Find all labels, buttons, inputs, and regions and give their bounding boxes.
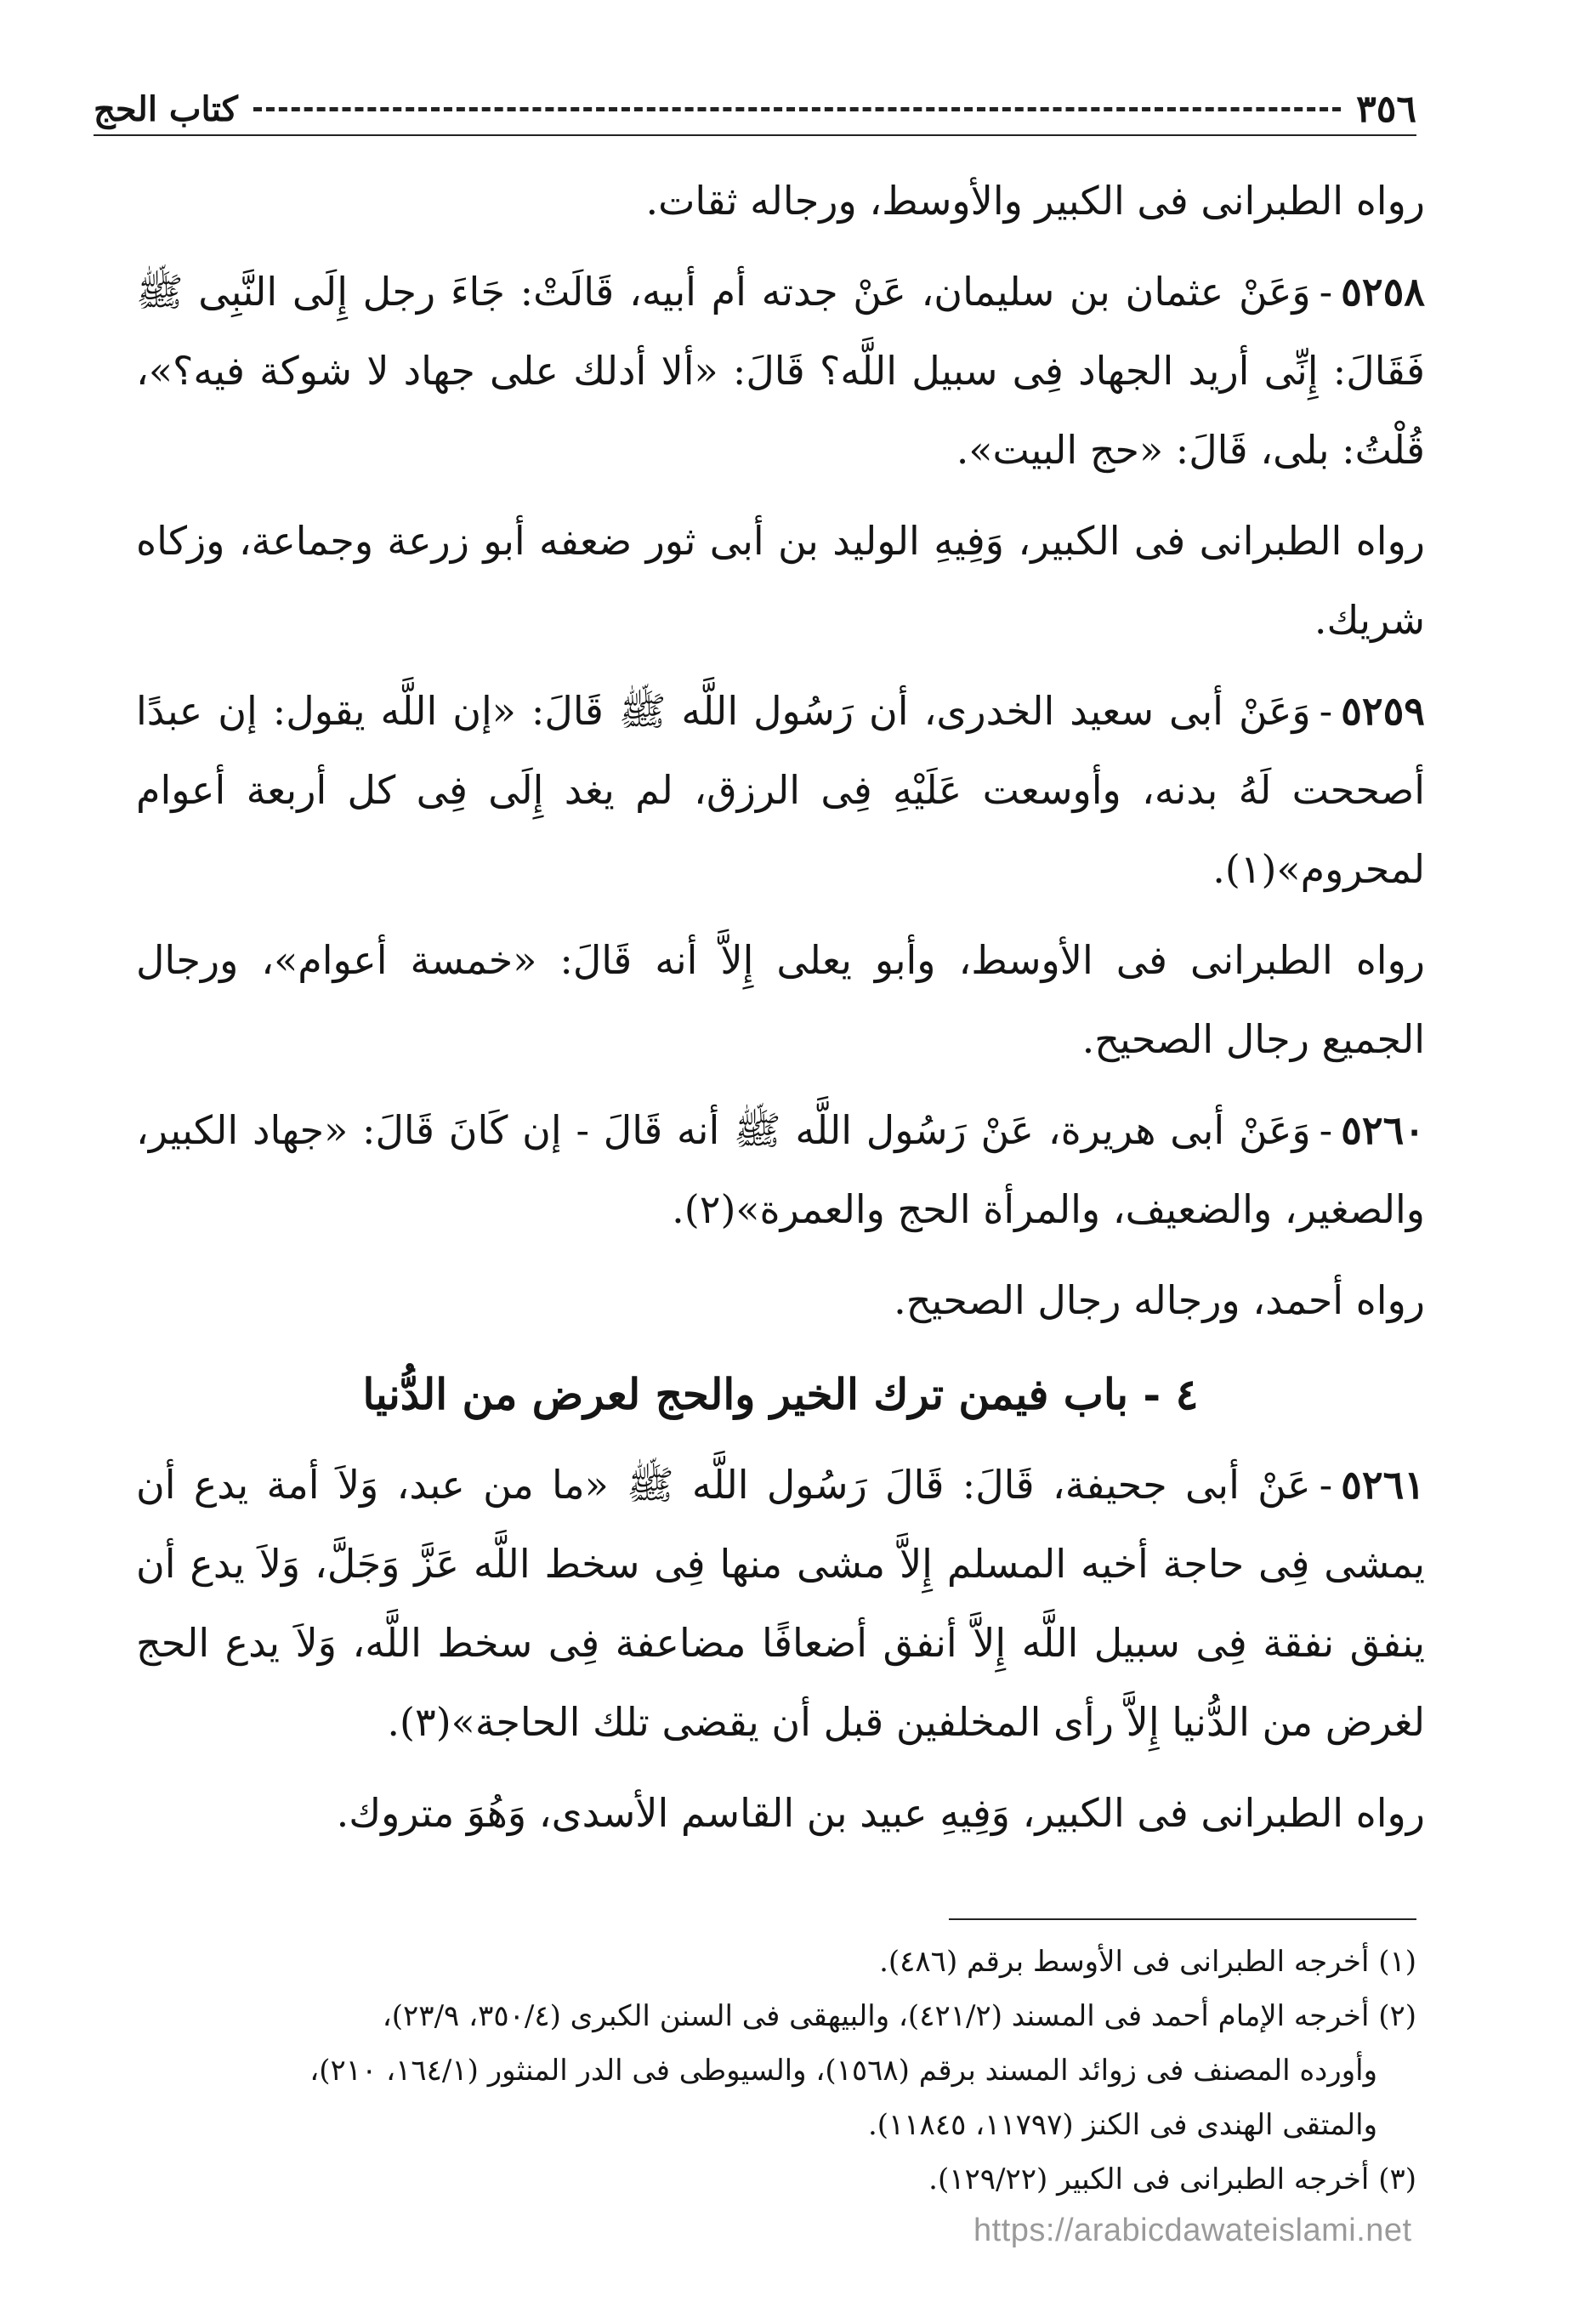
footnote-ref: (٢)	[684, 1186, 736, 1232]
book-title: كتاب الحج	[94, 88, 238, 129]
footnotes	[179, 1935, 1416, 2207]
hadith-5258: ٥٢٥٨-وَعَنْ عثمان بن سليمان، عَنْ جدته أم أبيه، قَالَتْ: جَاءَ رجل إِلَى النَّبِى ﷺ فَقَالَ: إِنِّى أريد الجهاد فِى سبيل اللَّه؟ قَالَ: «ألا أدلك على جهاد لا شوكة فيه؟»، قُلْتُ: بلى، قَالَ: «حج البيت».	[136, 269, 1425, 473]
footnote-ref: (١)	[1224, 846, 1277, 892]
footnote-2-continued: وأورده المصنف فى زوائد المسند برقم (١٥٦٨)، والسيوطى فى الدر المنثور (١٦٤/١، ٢١٠)،	[309, 2054, 1377, 2088]
header-dashed-rule	[253, 107, 1341, 111]
watermark-url: https://arabicdawateislami.net	[973, 2213, 1412, 2248]
hadith-5260: ٥٢٦٠-وَعَنْ أبى هريرة، عَنْ رَسُول اللَّه ﷺ أنه قَالَ - إن كَانَ قَالَ: «جهاد الكبير، والصغير، والضعيف، والمرأة الحج والعمرة»(٢).	[136, 1107, 1425, 1232]
narration-note: رواه الطبرانى فى الكبير، وَفِيهِ عبيد بن القاسم الأسدى، وَهُوَ متروك.	[336, 1790, 1425, 1836]
footnote-ref: (٣)	[400, 1699, 451, 1745]
hadith-text: عَنْ أبى جحيفة، قَالَ: قَالَ رَسُول اللَّه ﷺ «ما من عبد، وَلاَ أمة يدع أن يمشى فِى حاجة أخيه المسلم إِلاَّ مشى منها فِى سخط اللَّه عَزَّ وَجَلَّ، وَلاَ يدع أن ينفق نفقة فِى سبيل اللَّه إِلاَّ أنفق أضعافًا مضاعفة فِى سخط اللَّه، وَلاَ يدع الحج لغرض من الدُّنيا إِلاَّ رأى المخلفين قبل أن يقضى تلك الحاجة»	[136, 1462, 1425, 1745]
main-text	[136, 162, 1425, 1865]
narration-note: رواه أحمد، ورجاله رجال الصحيح.	[894, 1277, 1425, 1323]
hadith-text: وَعَنْ أبى سعيد الخدرى، أن رَسُول اللَّه ﷺ قَالَ: «إن اللَّه يقول: إن عبدًا أصححت لَهُ بدنه، وأوسعت عَلَيْهِ فِى الرزق، لم يغد إِلَى فِى كل أربعة أعوام لمحروم»	[136, 688, 1425, 892]
hadith-5259: ٥٢٥٩-وَعَنْ أبى سعيد الخدرى، أن رَسُول اللَّه ﷺ قَالَ: «إن اللَّه يقول: إن عبدًا أصححت لَهُ بدنه، وأوسعت عَلَيْهِ فِى الرزق، لم يغد إِلَى فِى كل أربعة أعوام لمحروم»(١).	[136, 688, 1425, 892]
hadith-number: ٥٢٥٩	[1341, 688, 1425, 734]
footnote-2: (٢) أخرجه الإمام أحمد فى المسند (٤٢١/٢)، والبيهقى فى السنن الكبرى (٣٥٠/٤، ٢٣/٩)،	[382, 1999, 1416, 2033]
narration-note: رواه الطبرانى فى الأوسط، وأبو يعلى إِلاَّ أنه قَالَ: «خمسة أعوام»، ورجال الجميع رجال الصحيح.	[136, 937, 1425, 1062]
hadith-text: وَعَنْ عثمان بن سليمان، عَنْ جدته أم أبيه، قَالَتْ: جَاءَ رجل إِلَى النَّبِى ﷺ فَقَالَ: إِنِّى أريد الجهاد فِى سبيل اللَّه؟ قَالَ: «ألا أدلك على جهاد لا شوكة فيه؟»، قُلْتُ: بلى، قَالَ: «حج البيت».	[136, 269, 1425, 473]
footnote-separator	[949, 1918, 1416, 1920]
hadith-number: ٥٢٦١	[1341, 1462, 1425, 1508]
footnote-3: (٣) أخرجه الطبرانى فى الكبير (١٢٩/٢٢).	[928, 2162, 1416, 2196]
hadith-5261: ٥٢٦١-عَنْ أبى جحيفة، قَالَ: قَالَ رَسُول اللَّه ﷺ «ما من عبد، وَلاَ أمة يدع أن يمشى فِى حاجة أخيه المسلم إِلاَّ مشى منها فِى سخط اللَّه عَزَّ وَجَلَّ، وَلاَ يدع أن ينفق نفقة فِى سبيل اللَّه إِلاَّ أنفق أضعافًا مضاعفة فِى سخط اللَّه، وَلاَ يدع الحج لغرض من الدُّنيا إِلاَّ رأى المخلفين قبل أن يقضى تلك الحاجة»(٣).	[136, 1462, 1425, 1745]
hadith-number: ٥٢٥٨	[1341, 269, 1425, 315]
page-number: ٣٥٦	[1356, 87, 1416, 131]
narration-note: رواه الطبرانى فى الكبير، وَفِيهِ الوليد بن أبى ثور ضعفه أبو زرعة وجماعة، وزكاه شريك.	[136, 518, 1425, 643]
running-header	[94, 83, 1416, 136]
footnote-2-continued: والمتقى الهندى فى الكنز (١١٧٩٧، ١١٨٤٥).	[867, 2108, 1377, 2142]
hadith-text: وَعَنْ أبى هريرة، عَنْ رَسُول اللَّه ﷺ أنه قَالَ - إن كَانَ قَالَ: «جهاد الكبير، والصغير، والضعيف، والمرأة الحج والعمرة»	[136, 1107, 1425, 1232]
footnote-1: (١) أخرجه الطبرانى فى الأوسط برقم (٤٨٦).	[879, 1945, 1416, 1979]
chapter-heading: ٤ - باب فيمن ترك الخير والحج لعرض من الدُّنيا	[362, 1369, 1199, 1419]
narration-note: رواه الطبرانى فى الكبير والأوسط، ورجاله ثقات.	[645, 178, 1425, 224]
hadith-number: ٥٢٦٠	[1341, 1107, 1425, 1153]
